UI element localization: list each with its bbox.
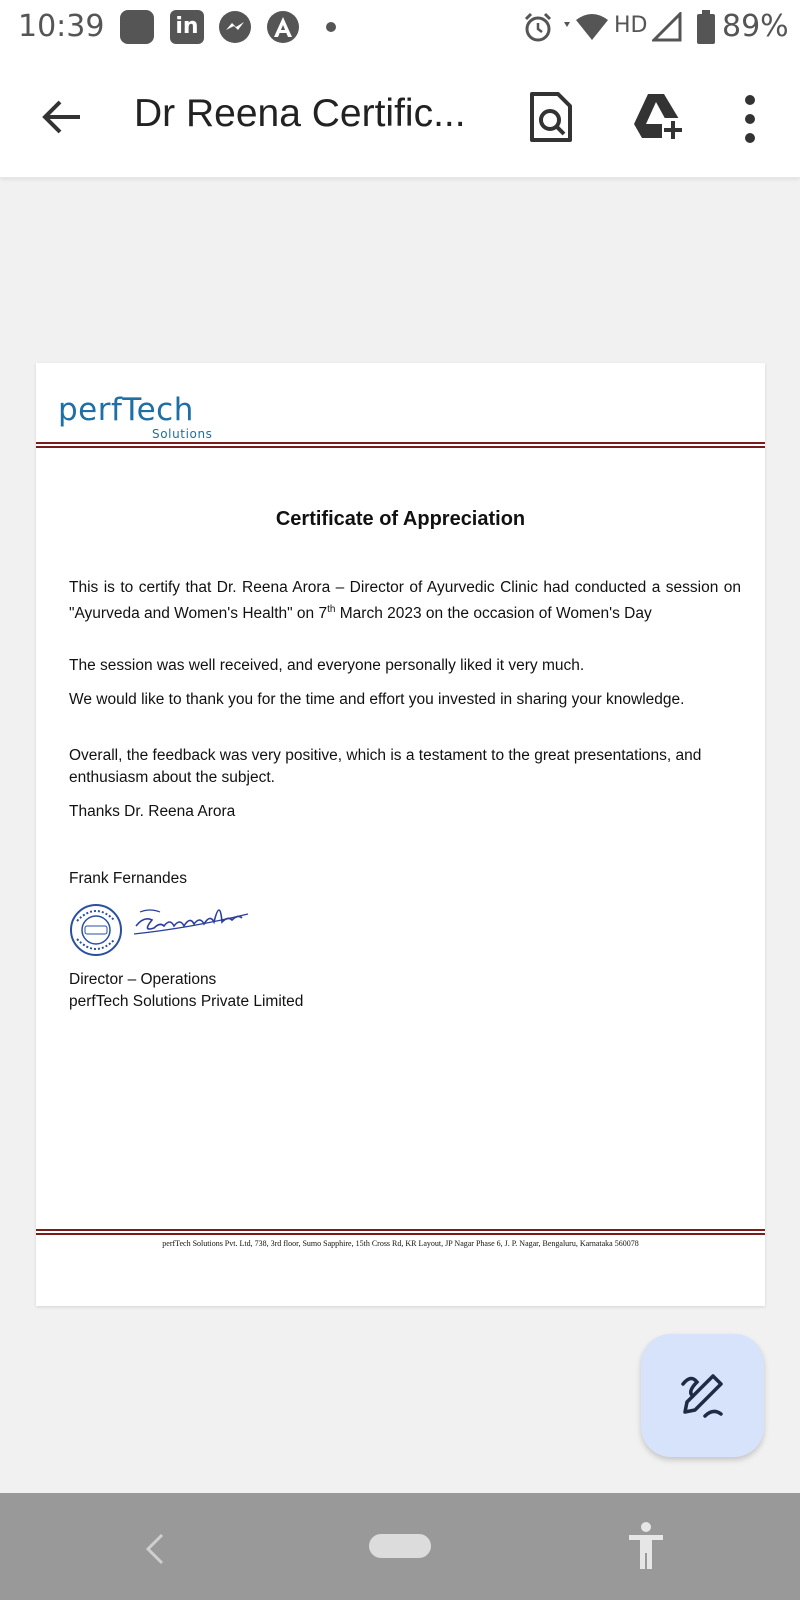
signer-title: Director – Operations xyxy=(69,971,217,988)
nav-home-pill[interactable] xyxy=(369,1534,431,1558)
paragraph-certify-part1: This is to certify that Dr. Reena Arora – Director of Ayurvedic Clinic had conducted a session on "Ayurveda and Women's Health" on 7 xyxy=(69,579,741,623)
logo-sub-text: Solutions xyxy=(152,427,213,441)
nav-back-icon[interactable] xyxy=(140,1529,170,1569)
accessibility-icon[interactable] xyxy=(626,1521,666,1571)
more-vert-icon[interactable] xyxy=(736,94,764,144)
ordinal-suffix: th xyxy=(327,604,336,615)
app-icon xyxy=(120,10,154,44)
back-arrow-icon[interactable] xyxy=(36,90,90,144)
header-rule xyxy=(36,442,765,448)
signer-company: perfTech Solutions Private Limited xyxy=(69,993,304,1010)
edit-draw-icon xyxy=(679,1370,727,1420)
signature-icon xyxy=(130,888,252,948)
paragraph-thanks: We would like to thank you for the time and effort you invested in sharing your knowledge. xyxy=(69,691,685,708)
app-bar xyxy=(0,56,800,178)
a-app-icon xyxy=(266,10,300,44)
status-bar xyxy=(0,0,800,56)
paragraph-certify xyxy=(69,577,741,625)
paragraph-closing: Thanks Dr. Reena Arora xyxy=(69,803,236,820)
company-stamp-icon xyxy=(69,903,123,957)
paragraph-certify-part2: March 2023 on the occasion of Women's Day xyxy=(335,605,652,623)
linkedin-icon: in xyxy=(170,10,204,44)
footer-rule xyxy=(36,1229,765,1235)
document-title: Dr Reena Certific... xyxy=(134,92,466,135)
footer-address: perfTech Solutions Pvt. Ltd, 738, 3rd floor, Sumo Sapphire, 15th Cross Rd, KR Layout, JP Nagar Phase 6, J. P. Nagar, Bengaluru, Karnataka 560078 xyxy=(162,1239,639,1248)
drive-add-icon[interactable] xyxy=(630,88,686,144)
document-page[interactable] xyxy=(36,363,765,1306)
signal-icon xyxy=(652,12,682,42)
edit-fab-button[interactable] xyxy=(641,1334,764,1457)
wifi-icon xyxy=(562,12,618,42)
search-document-icon[interactable] xyxy=(526,90,576,144)
perftech-logo xyxy=(58,392,218,441)
messenger-icon xyxy=(218,10,252,44)
status-time: 10:39 xyxy=(18,9,105,44)
certificate-title: Certificate of Appreciation xyxy=(275,508,526,530)
logo-main-text: perfTech xyxy=(58,392,194,428)
network-type-label: HD xyxy=(614,13,648,38)
battery-percent: 89% xyxy=(722,9,789,44)
notification-dot-icon xyxy=(326,22,336,32)
battery-icon xyxy=(696,10,716,44)
paragraph-received: The session was well received, and everyone personally liked it very much. xyxy=(69,657,585,674)
signer-name: Frank Fernandes xyxy=(69,870,188,887)
paragraph-feedback: Overall, the feedback was very positive, which is a testament to the great presentations, and enthusiasm about the subject. xyxy=(69,747,702,786)
navigation-bar xyxy=(0,1493,800,1600)
alarm-icon xyxy=(522,11,554,43)
